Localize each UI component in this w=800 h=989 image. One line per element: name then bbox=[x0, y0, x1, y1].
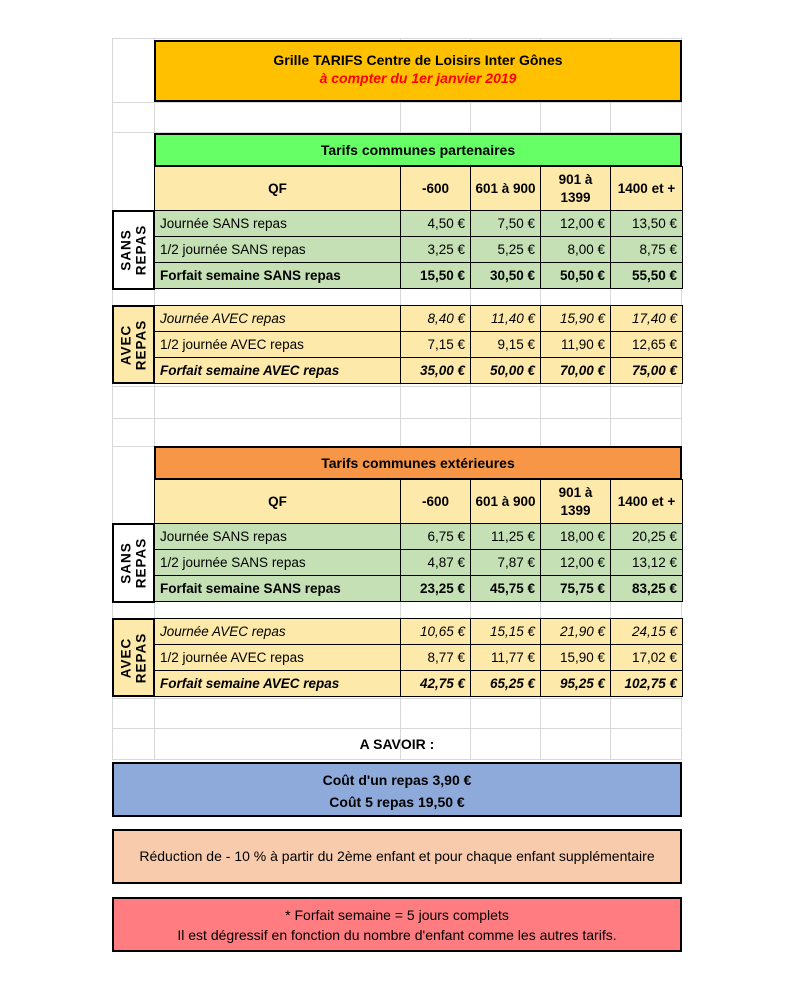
col-1400: 1400 et + bbox=[611, 167, 683, 211]
page-title: Grille TARIFS Centre de Loisirs Inter Gônes bbox=[273, 52, 563, 68]
a-savoir-heading: A SAVOIR : bbox=[359, 736, 435, 752]
reduction-box bbox=[112, 829, 682, 884]
table-row: 1/2 journée SANS repas 4,87 € 7,87 € 12,00 € 13,12 € bbox=[155, 550, 683, 576]
partenaires-table bbox=[154, 166, 683, 289]
table-row: 1/2 journée AVEC repas 8,77 € 11,77 € 15,90 € 17,02 € bbox=[155, 645, 683, 671]
col-qf: QF bbox=[155, 167, 401, 211]
table-row: 1/2 journée AVEC repas 7,15 € 9,15 € 11,90 € 12,65 € bbox=[155, 332, 683, 358]
partenaires-avec-table bbox=[154, 305, 683, 384]
table-row: Forfait semaine SANS repas 15,50 € 30,50 € 50,50 € 55,50 € bbox=[155, 263, 683, 289]
col-601-900: 601 à 900 bbox=[471, 480, 541, 524]
forfait-note-box bbox=[112, 897, 682, 952]
repas-cost-single: Coût d'un repas 3,90 € bbox=[322, 772, 472, 788]
repas-cost-box bbox=[112, 762, 682, 817]
avec-repas-label: AVEC REPAS bbox=[112, 305, 155, 384]
col-600: -600 bbox=[401, 480, 471, 524]
table-row: Journée SANS repas 4,50 € 7,50 € 12,00 € 13,50 € bbox=[155, 211, 683, 237]
repas-cost-five: Coût 5 repas 19,50 € bbox=[329, 794, 465, 810]
table-row: Forfait semaine SANS repas 23,25 € 45,75 € 75,75 € 83,25 € bbox=[155, 576, 683, 602]
forfait-note-line2: Il est dégressif en fonction du nombre d'enfant comme les autres tarifs. bbox=[177, 927, 617, 943]
table-row: Forfait semaine AVEC repas 35,00 € 50,00 € 70,00 € 75,00 € bbox=[155, 358, 683, 384]
exterieures-avec-table bbox=[154, 618, 683, 697]
table-row: Journée SANS repas 6,75 € 11,25 € 18,00 € 20,25 € bbox=[155, 524, 683, 550]
col-901-1399: 901 à 1399 bbox=[541, 167, 611, 211]
title-banner bbox=[154, 40, 682, 102]
col-600: -600 bbox=[401, 167, 471, 211]
exterieures-heading: Tarifs communes extérieures bbox=[154, 446, 682, 480]
sans-repas-label: SANS REPAS bbox=[112, 523, 155, 603]
table-row: Forfait semaine AVEC repas 42,75 € 65,25 € 95,25 € 102,75 € bbox=[155, 671, 683, 697]
partenaires-heading: Tarifs communes partenaires bbox=[154, 133, 682, 167]
exterieures-table bbox=[154, 479, 683, 602]
col-qf: QF bbox=[155, 480, 401, 524]
col-601-900: 601 à 900 bbox=[471, 167, 541, 211]
col-1400: 1400 et + bbox=[611, 480, 683, 524]
table-row: Journée AVEC repas 8,40 € 11,40 € 15,90 € 17,40 € bbox=[155, 306, 683, 332]
forfait-note-line1: * Forfait semaine = 5 jours complets bbox=[285, 907, 509, 923]
avec-repas-label: AVEC REPAS bbox=[112, 618, 155, 697]
table-row: Journée AVEC repas 10,65 € 15,15 € 21,90 € 24,15 € bbox=[155, 619, 683, 645]
reduction-text: Réduction de - 10 % à partir du 2ème enfant et pour chaque enfant supplémentaire bbox=[139, 848, 655, 864]
sans-repas-label: SANS REPAS bbox=[112, 210, 155, 290]
col-901-1399: 901 à 1399 bbox=[541, 480, 611, 524]
table-row: 1/2 journée SANS repas 3,25 € 5,25 € 8,00 € 8,75 € bbox=[155, 237, 683, 263]
page-subtitle: à compter du 1er janvier 2019 bbox=[319, 70, 517, 86]
